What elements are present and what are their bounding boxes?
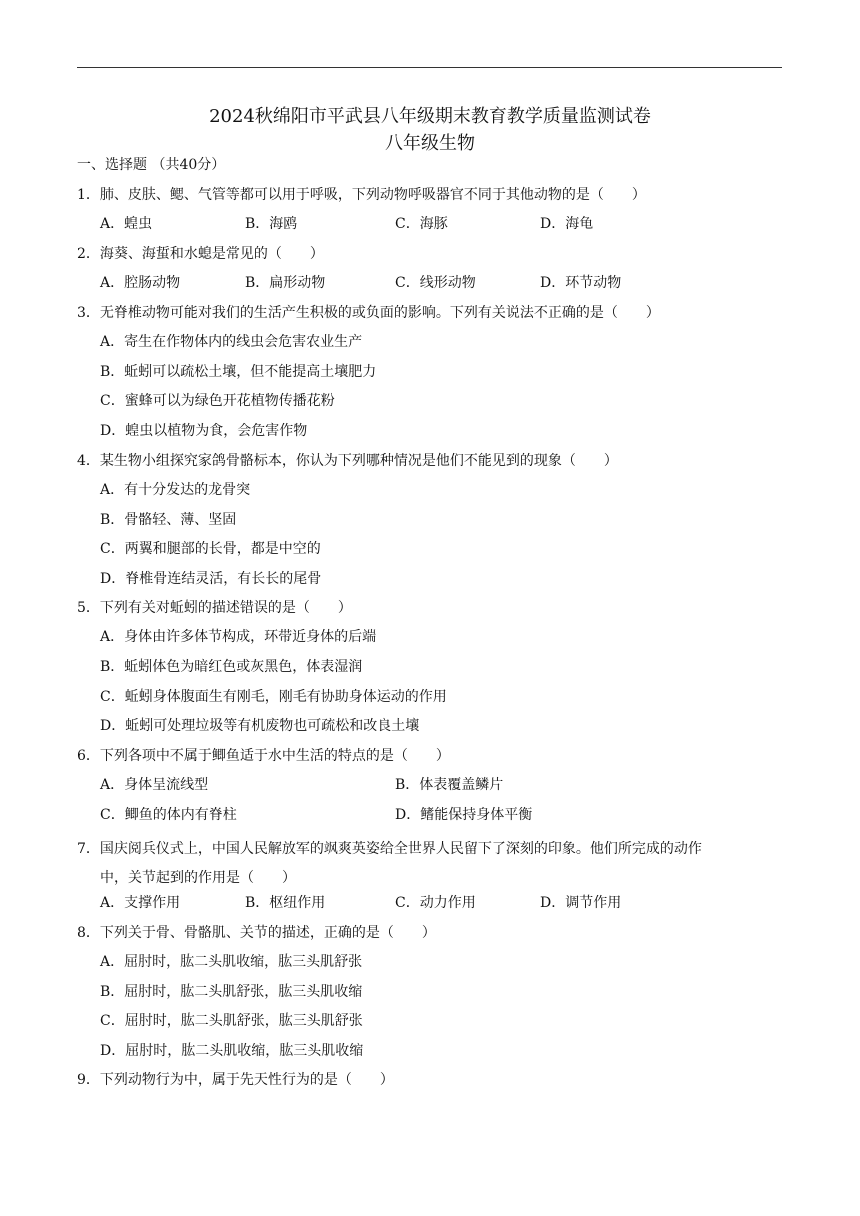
question-7-stem: 7．国庆阅兵仪式上，中国人民解放军的飒爽英姿给全世界人民留下了深刻的印象。他们所完成的动作	[77, 841, 702, 857]
question-2-option-b: B．扁形动物	[245, 275, 326, 291]
question-1-options	[100, 215, 720, 233]
exam-title: 2024秋绵阳市平武县八年级期末教育教学质量监测试卷	[209, 106, 651, 127]
question-1-option-a: A．蝗虫	[100, 216, 153, 232]
question-7-option-a: A．支撑作用	[100, 895, 181, 911]
header-rule	[77, 67, 782, 68]
question-7-option-c: C．动力作用	[395, 895, 476, 911]
question-6-option-a: A．身体呈流线型	[100, 777, 209, 793]
question-8-option-c: C．屈肘时，肱二头肌舒张，肱三头肌舒张	[100, 1013, 363, 1029]
question-6-stem: 6．下列各项中不属于鲫鱼适于水中生活的特点的是（ ）	[77, 748, 450, 764]
question-7-options	[100, 894, 720, 912]
question-5-option-b: B．蚯蚓体色为暗红色或灰黑色，体表湿润	[100, 659, 363, 675]
question-7-stem-continued: 中，关节起到的作用是（ ）	[100, 870, 296, 886]
exam-subtitle: 八年级生物	[385, 133, 475, 154]
question-7-stem-block	[77, 835, 782, 893]
question-2-options	[100, 274, 720, 292]
question-2-option-c: C．线形动物	[395, 275, 476, 291]
question-6-option-b: B．体表覆盖鳞片	[395, 777, 504, 793]
question-3-option-b: B．蚯蚓可以疏松土壤，但不能提高土壤肥力	[100, 364, 377, 380]
question-7-option-b: B．枢纽作用	[245, 895, 326, 911]
question-8-option-b: B．屈肘时，肱二头肌舒张，肱三头肌收缩	[100, 984, 363, 1000]
question-3-option-d: D．蝗虫以植物为食，会危害作物	[100, 423, 308, 439]
question-6-options-row-1	[100, 776, 720, 794]
question-8-stem: 8．下列关于骨、骨骼肌、关节的描述，正确的是（ ）	[77, 925, 436, 941]
question-5-option-c: C．蚯蚓身体腹面生有刚毛，刚毛有协助身体运动的作用	[100, 689, 447, 705]
question-3-option-c: C．蜜蜂可以为绿色开花植物传播花粉	[100, 393, 335, 409]
section-heading: 一、选择题 （共40分）	[77, 157, 226, 173]
question-7-option-d: D．调节作用	[540, 895, 622, 911]
question-5-option-d: D．蚯蚓可处理垃圾等有机废物也可疏松和改良土壤	[100, 718, 420, 734]
question-1-option-b: B．海鸥	[245, 216, 298, 232]
question-1-option-d: D．海龟	[540, 216, 594, 232]
question-8-option-d: D．屈肘时，肱二头肌收缩，肱三头肌收缩	[100, 1043, 364, 1059]
question-5-option-a: A．身体由许多体节构成，环带近身体的后端	[100, 629, 377, 645]
question-6-option-d: D．鳍能保持身体平衡	[395, 807, 533, 823]
question-4-option-d: D．脊椎骨连结灵活，有长长的尾骨	[100, 571, 322, 587]
question-3-option-a: A．寄生在作物体内的线虫会危害农业生产	[100, 334, 363, 350]
question-1-option-c: C．海豚	[395, 216, 448, 232]
question-9-stem: 9．下列动物行为中，属于先天性行为的是（ ）	[77, 1072, 394, 1088]
question-1-stem: 1．肺、皮肤、鳃、气管等都可以用于呼吸，下列动物呼吸器官不同于其他动物的是（ ）	[77, 187, 646, 203]
question-5-stem: 5．下列有关对蚯蚓的描述错误的是（ ）	[77, 600, 352, 616]
question-4-stem: 4．某生物小组探究家鸽骨骼标本，你认为下列哪种情况是他们不能见到的现象（ ）	[77, 453, 618, 469]
question-3-stem: 3．无脊椎动物可能对我们的生活产生积极的或负面的影响。下列有关说法不正确的是（ ）	[77, 305, 660, 321]
question-2-stem: 2．海葵、海蜇和水螅是常见的（ ）	[77, 246, 324, 262]
question-6-options-row-2	[100, 806, 720, 824]
question-4-option-b: B．骨骼轻、薄、坚固	[100, 512, 237, 528]
question-2-option-a: A．腔肠动物	[100, 275, 181, 291]
question-6-option-c: C．鲫鱼的体内有脊柱	[100, 807, 237, 823]
question-2-option-d: D．环节动物	[540, 275, 622, 291]
question-8-option-a: A．屈肘时，肱二头肌收缩，肱三头肌舒张	[100, 954, 363, 970]
question-4-option-a: A．有十分发达的龙骨突	[100, 482, 251, 498]
question-4-option-c: C．两翼和腿部的长骨，都是中空的	[100, 541, 321, 557]
